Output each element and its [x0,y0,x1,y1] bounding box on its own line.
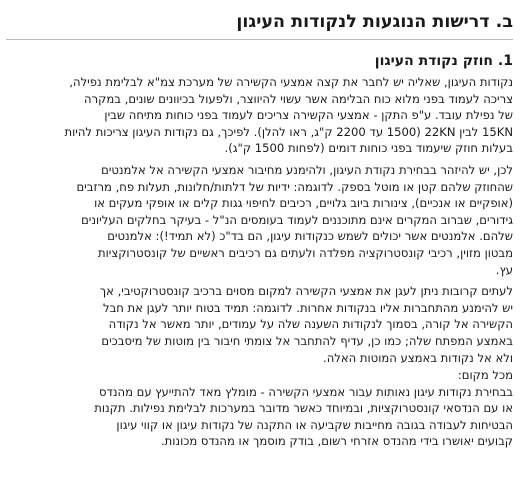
text-line: גידורים, שברוב המקרים אינם מתוכננים לעמוד בעומסים הנ"ל - בעיקר בחלקים העליונים [81,212,513,227]
paragraph-heading-anyway [6,367,513,384]
text-line: באמצע המפתח שלה; כמו כן, עדיף להתחבר אל צומתי חיבור בין מוטות של מיסבכים [101,333,513,348]
paragraph-consult-engineer [6,384,513,450]
subsection-title: 1. חוזק נקודת העיגון [374,53,513,69]
text-line: מכל מקום: [457,368,513,383]
text-line: הבטיחות לעבודה בגובה מחייבות שקביעה או התקנה של נקודות עיגון או קווי עיגון [116,417,513,432]
text-line: שהחוזק שלהם קטן או מוטל בספק. לדוגמה: ידיות של דלתות/חלונות, תעלות פח, מרזבים [76,179,513,194]
text-line: הקשירה אל קורה, בסמוך לנקודות השענה שלה על עמודים, יותר מאשר אל נקודה [108,317,513,332]
paragraph-anchor-location [6,283,513,366]
text-line: או עם הנדסאי קונסטרוקציות, ובמיוחד כאשר מדובר במערכות לבלימת נפילות. תקנות [94,401,513,416]
paragraph-anchor-strength [6,74,513,157]
text-line: של נפילת עובד. ע"פ התקן - אמצעי הקשירה צריכים לעמוד בפני כוחות מתיחה שבין [104,108,513,123]
text-line: לעתים קרובות ניתן לעגן את אמצעי הקשירה למקום מסוים ברכיב קונסטרוקטיבי, אך [99,284,513,299]
text-line: צריכה לעמוד בפני מלוא כוח הבלימה אשר עשוי להיווצר, ולפעול בכיוונים שונים, במקרה [84,91,513,106]
text-line: ולא אל נקודות באמצע המוטות האלה. [323,350,513,365]
text-line: לכן, יש להיזהר בבחירת נקודת העיגון, ולהימנע מחיבור אמצעי הקשירה אל אלמנטים [101,162,513,177]
text-line: בבחירת נקודות עיגון נאותות עבור אמצעי הקשירה - מומלץ מאד להתייעץ עם מהנדס [99,384,513,399]
text-line: יש להימנע מהתחברות אליו בנקודות אחרות. לדוגמה: תמיד בטוח יותר לעגן את חבל [102,300,513,315]
text-line: (אופקיים או אנכיים), צינורות ביוב גלויים, רכיבים לחיפוי גגות קלים או אופקי מעקים או [94,196,513,211]
text-line: עץ. [495,262,513,277]
paragraph-anchor-selection [6,162,513,278]
text-line: 15KN לבין 22KN (1500 עד 2200 ק"ג, ראו להלן). לפיכך, גם נקודות העיגון צריכות להיות [64,124,513,139]
section-title: ב. דרישות הנוגעות לנקודות העיגון [6,8,513,40]
text-line: מבטון מזוין, רכיבי קונסטרוקציה מפלדה ולעתים גם רכיבים ראשיים של קונסטרוקציות [97,245,513,260]
text-line: קבועים יאושרו בידי מהנדס אזרחי רשום, בודק מוסמך או מהנדס מכונות. [160,434,513,449]
text-line: שלהם. אלמנטים אשר יכולים לשמש כנקודות עיגון, הם בד"כ (לא תמיד!): אלמנטים [107,229,513,244]
text-line: נקודות העיגון, שאליה יש לחבר את קצה אמצעי הקשירה של מערכת צמ"א לבלימת נפילה, [69,75,513,89]
text-line: בעלות חוזק שיעמוד בפני כוחות דומים (לפחות 1500 ק"ג). [224,141,513,156]
